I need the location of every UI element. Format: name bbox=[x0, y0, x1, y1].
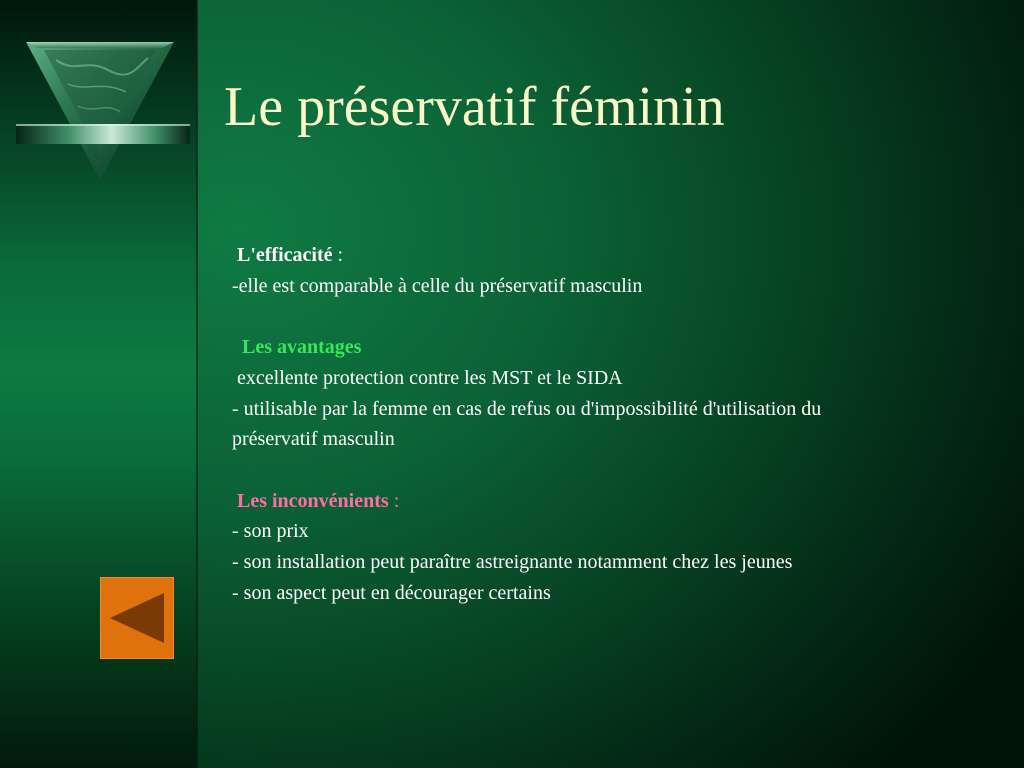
avantages-heading: Les avantages bbox=[242, 336, 362, 359]
sidebar-divider bbox=[196, 0, 198, 768]
efficacite-heading: L'efficacité bbox=[237, 244, 333, 266]
inconvenients-line-1: - son prix bbox=[232, 520, 309, 543]
inconvenients-separator: : bbox=[388, 489, 400, 512]
blank-line bbox=[232, 301, 892, 332]
avantages-line-1: excellente protection contre les MST et le SIDA bbox=[232, 366, 623, 389]
avantages-heading-line bbox=[232, 332, 892, 363]
green-marble-triangle-icon bbox=[16, 40, 190, 187]
blank-line bbox=[232, 455, 892, 486]
slide-title: Le préservatif féminin bbox=[224, 76, 725, 138]
efficacite-separator: : bbox=[332, 244, 344, 266]
avantages-line-2: - utilisable par la femme en cas de refus ou d'impossibilité d'utilisation du préservatif masculin bbox=[232, 397, 822, 451]
efficacite-line: -elle est comparable à celle du préservatif masculin bbox=[232, 274, 643, 297]
inconvenients-heading-line bbox=[232, 486, 892, 517]
slide-content bbox=[232, 240, 892, 608]
back-button[interactable] bbox=[100, 577, 174, 659]
inconvenients-line-2: - son installation peut paraître astreignante notamment chez les jeunes bbox=[232, 551, 793, 574]
inconvenients-heading: Les inconvénients bbox=[237, 489, 389, 512]
back-arrow-icon bbox=[100, 577, 174, 659]
inconvenients-line-3: - son aspect peut en décourager certains bbox=[232, 581, 551, 604]
efficacite-heading-line bbox=[232, 240, 892, 271]
